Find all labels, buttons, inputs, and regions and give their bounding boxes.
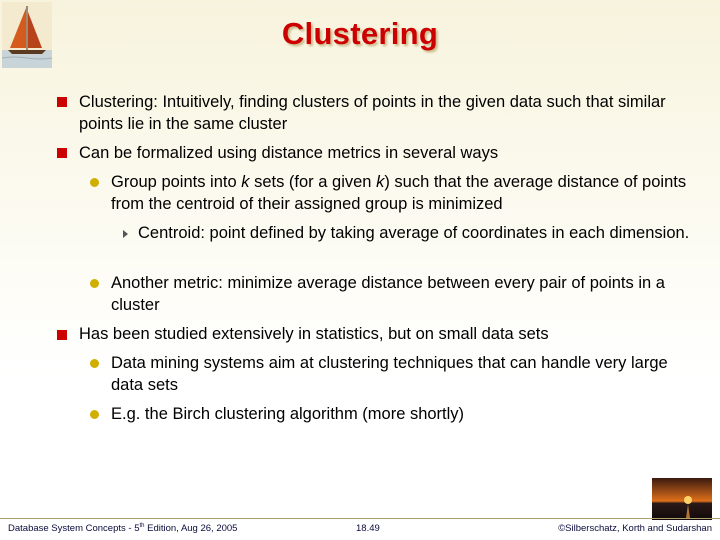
level2-bullet-dot-icon: [90, 359, 99, 368]
bullet-text: Has been studied extensively in statistics, but on small data sets: [79, 325, 549, 343]
bullet-text: Centroid: point defined by taking average of coordinates in each dimension.: [138, 224, 690, 242]
level1-bullet-square-icon: [57, 97, 67, 107]
level1-bullet-square-icon: [57, 148, 67, 158]
level2-bullet-dot-icon: [90, 410, 99, 419]
bullet-text: Can be formalized using distance metrics in several ways: [79, 144, 499, 162]
footer-book-info: Database System Concepts - 5th Edition, Aug 26, 2005: [8, 522, 238, 534]
bullet-text: Data mining systems aim at clustering techniques that can handle very large data sets: [111, 354, 668, 394]
level1-bullet-square-icon: [57, 330, 67, 340]
footer-divider: [0, 518, 720, 519]
level2-bullet-dot-icon: [90, 178, 99, 187]
bullet-text: Clustering: Intuitively, finding clusters of points in the given data such that similar points lie in the same cluster: [79, 93, 666, 133]
bullet-text: E.g. the Birch clustering algorithm (more shortly): [111, 405, 465, 423]
footer-copyright: ©Silberschatz, Korth and Sudarshan: [558, 523, 712, 534]
level2-bullet-dot-icon: [90, 279, 99, 288]
bullet-text: Another metric: minimize average distance between every pair of points in a cluster: [111, 274, 665, 314]
sunset-image: [652, 478, 712, 520]
bullet-text: Group points into k sets (for a given k) such that the average distance of points from the centroid of their assigned group is minimized: [111, 173, 687, 213]
footer-page-number: 18.49: [356, 523, 380, 534]
level3-bullet-arrow-icon: [123, 230, 128, 238]
slide-title: Clustering: [281, 16, 439, 51]
